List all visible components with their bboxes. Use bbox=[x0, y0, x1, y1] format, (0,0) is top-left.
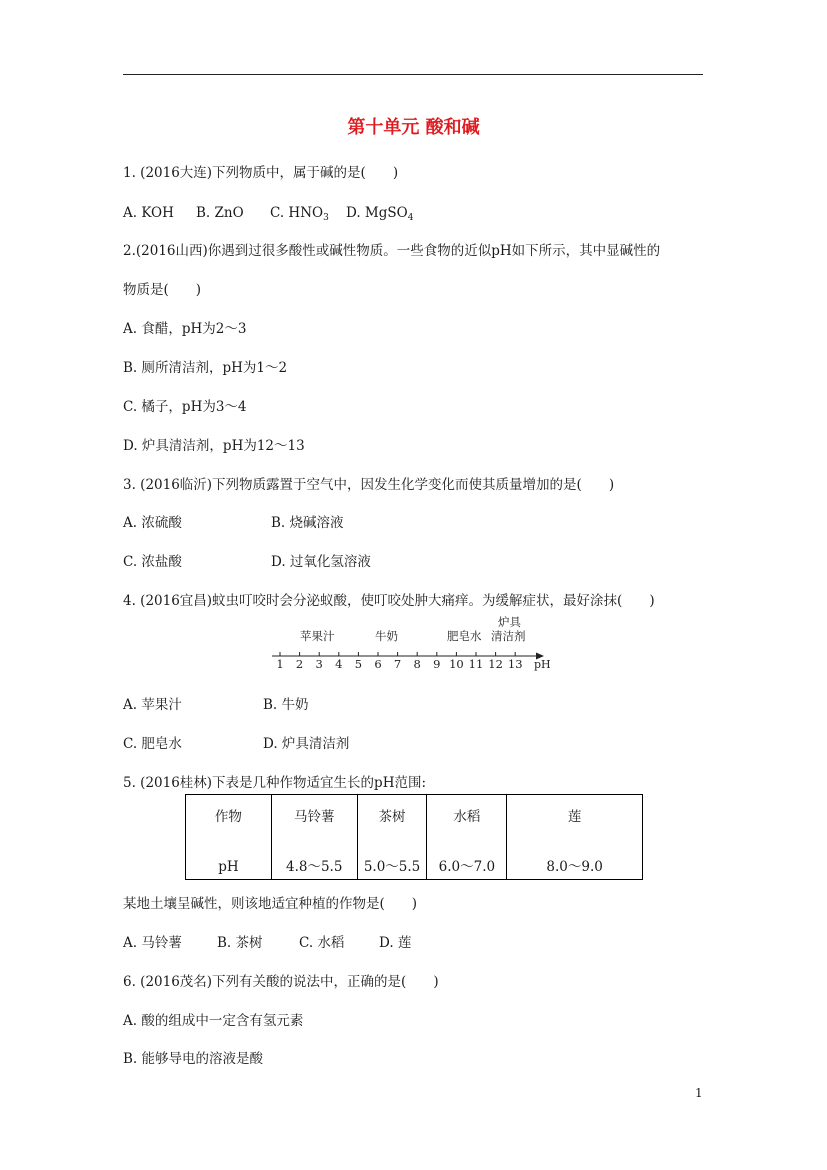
q3-option-d: D. 过氧化氢溶液 bbox=[271, 554, 371, 570]
q2-option-d: D. 炉具清洁剂，pH为12～13 bbox=[123, 438, 305, 454]
ph-scale-unit: pH bbox=[534, 658, 551, 671]
q2-option-c: C. 橘子，pH为3～4 bbox=[123, 399, 247, 415]
ph-tick-label: 13 bbox=[507, 657, 523, 671]
ph-label-stove-cleaner-line1: 炉具 bbox=[498, 615, 521, 629]
table-row bbox=[186, 835, 643, 880]
q1-stem: 1. (2016大连)下列物质中，属于碱的是( ) bbox=[123, 165, 399, 181]
table-cell: 4.8～5.5 bbox=[271, 835, 357, 880]
q5-option-a: A. 马铃薯 bbox=[123, 935, 182, 951]
table-cell: 马铃薯 bbox=[271, 795, 357, 836]
q4-stem: 4. (2016宜昌)蚊虫叮咬时会分泌蚁酸，使叮咬处肿大痛痒。为缓解症状，最好涂抹( ) bbox=[123, 593, 655, 609]
table-cell: 作物 bbox=[186, 795, 272, 836]
q2-stem-line2: 物质是( ) bbox=[123, 282, 202, 298]
q6-option-b: B. 能够导电的溶液是酸 bbox=[123, 1051, 264, 1067]
table-cell: 6.0～7.0 bbox=[427, 835, 507, 880]
ph-label-apple-juice: 苹果汁 bbox=[300, 629, 335, 643]
ph-tick-label: 11 bbox=[468, 657, 484, 671]
q1-option-a: A. KOH bbox=[123, 205, 174, 221]
q5-stem: 5. (2016桂林)下表是几种作物适宜生长的pH范围: bbox=[123, 775, 427, 791]
ph-tick-label: 3 bbox=[315, 657, 323, 671]
ph-tick-label: 7 bbox=[393, 657, 402, 671]
q6-option-a: A. 酸的组成中一定含有氢元素 bbox=[123, 1013, 304, 1029]
ph-scale-figure bbox=[268, 612, 568, 674]
q1-option-b: B. ZnO bbox=[196, 205, 244, 221]
table-cell: pH bbox=[186, 835, 272, 880]
table-cell: 茶树 bbox=[357, 795, 427, 836]
q5-option-c: C. 水稻 bbox=[299, 935, 345, 951]
ph-label-stove-cleaner-line2: 清洁剂 bbox=[491, 629, 526, 643]
table-cell: 莲 bbox=[507, 795, 643, 836]
q2-stem-line1: 2.(2016山西)你遇到过很多酸性或碱性物质。一些食物的近似pH如下所示，其中显碱性的 bbox=[123, 243, 661, 259]
q2-option-a: A. 食醋，pH为2～3 bbox=[123, 321, 247, 337]
q1-option-c: C. $HNO_3$ bbox=[270, 205, 329, 223]
ph-tick-label: 2 bbox=[295, 657, 304, 671]
q3-option-b: B. 烧碱溶液 bbox=[271, 515, 344, 531]
q5-option-d: D. 莲 bbox=[379, 935, 412, 951]
q4-option-d: D. 炉具清洁剂 bbox=[263, 736, 350, 752]
q4-option-b: B. 牛奶 bbox=[263, 697, 309, 713]
table-header-row bbox=[186, 795, 643, 836]
q3-stem: 3. (2016临沂)下列物质露置于空气中，因发生化学变化而使其质量增加的是( ) bbox=[123, 477, 615, 493]
ph-tick-label: 12 bbox=[488, 657, 503, 671]
header-rule bbox=[123, 74, 703, 75]
q3-option-c: C. 浓盐酸 bbox=[123, 554, 182, 570]
q3-option-a: A. 浓硫酸 bbox=[123, 515, 182, 531]
ph-tick-label: 1 bbox=[276, 657, 284, 671]
page-title: 第十单元 酸和碱 bbox=[347, 117, 480, 138]
ph-tick-label: 10 bbox=[449, 657, 464, 671]
q5-option-b: B. 茶树 bbox=[217, 935, 263, 951]
table-cell: 5.0～5.5 bbox=[357, 835, 427, 880]
q5-follow-text: 某地土壤呈碱性，则该地适宜种植的作物是( ) bbox=[123, 896, 418, 912]
page-number: 1 bbox=[695, 1086, 703, 1100]
ph-tick-label: 6 bbox=[374, 657, 382, 671]
table-cell: 8.0～9.0 bbox=[507, 835, 643, 880]
ph-tick-label: 9 bbox=[433, 657, 441, 671]
ph-tick-label: 8 bbox=[413, 657, 421, 671]
crop-ph-table bbox=[185, 794, 643, 880]
ph-label-soap-water: 肥皂水 bbox=[447, 629, 482, 643]
q2-option-b: B. 厕所清洁剂，pH为1～2 bbox=[123, 360, 288, 376]
q6-stem: 6. (2016茂名)下列有关酸的说法中，正确的是( ) bbox=[123, 974, 439, 990]
ph-tick-label: 4 bbox=[335, 657, 343, 671]
q4-option-a: A. 苹果汁 bbox=[123, 697, 182, 713]
ph-scale-ticks bbox=[276, 652, 522, 671]
q1-option-d: D. MgSO$_4$ bbox=[346, 205, 414, 223]
table-cell: 水稻 bbox=[427, 795, 507, 836]
ph-tick-label: 5 bbox=[354, 657, 363, 671]
ph-label-milk: 牛奶 bbox=[375, 629, 398, 643]
q4-option-c: C. 肥皂水 bbox=[123, 736, 182, 752]
